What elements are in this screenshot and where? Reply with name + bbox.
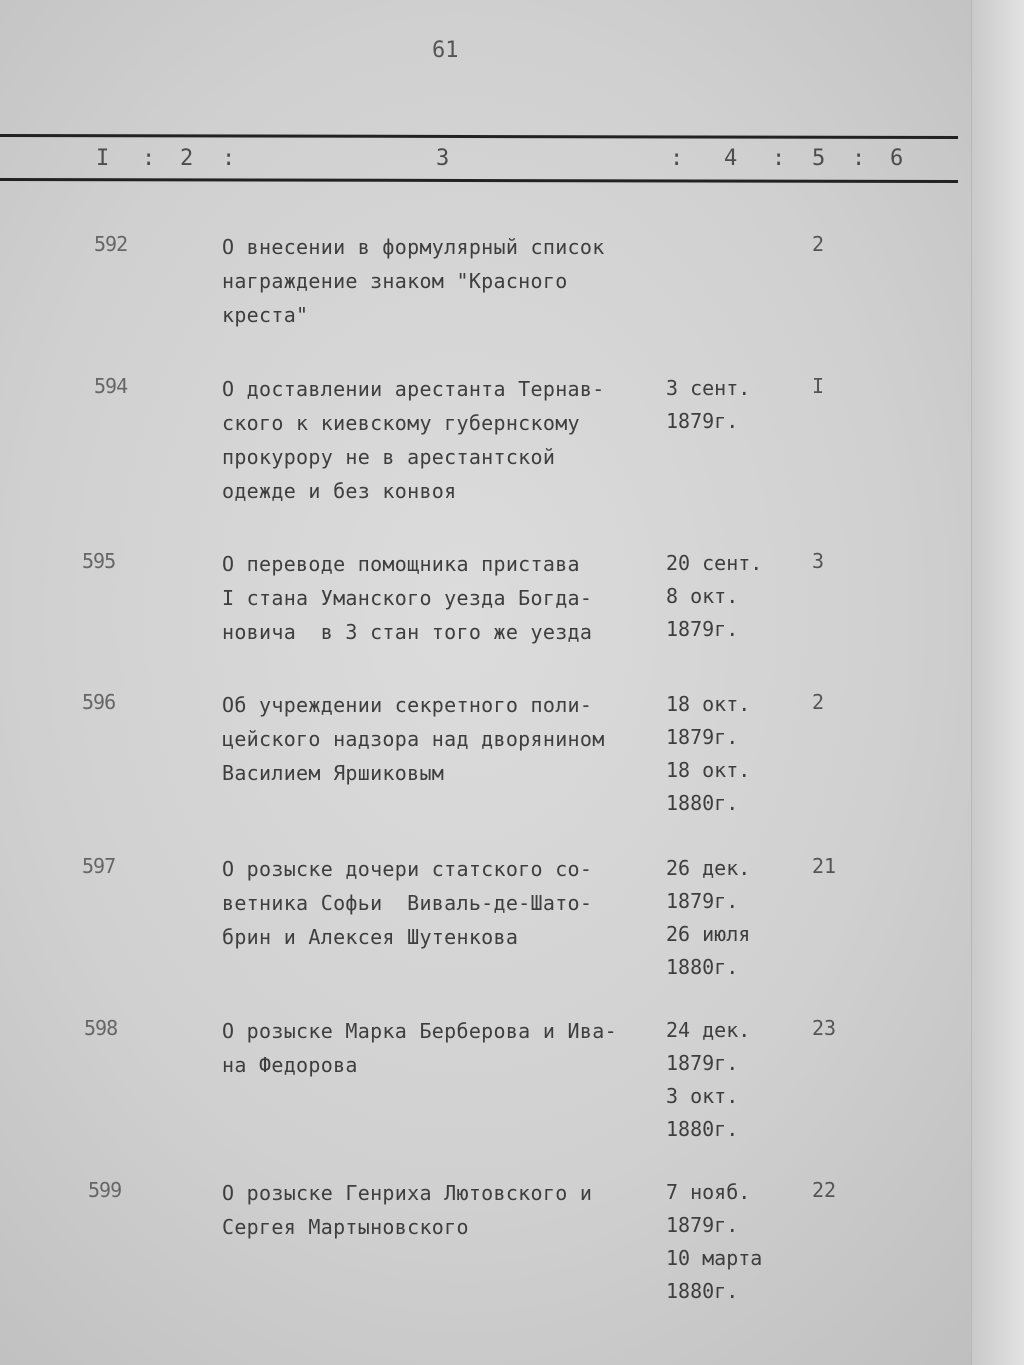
row-number: 599 (88, 1178, 122, 1202)
row-date: 1879г. (666, 1213, 739, 1237)
row-page-count: I (812, 374, 825, 398)
row-date: 1879г. (666, 409, 739, 433)
row-dates (666, 372, 786, 438)
header-separator: : (772, 146, 786, 171)
header-separator: : (142, 146, 156, 171)
row-dates (666, 688, 786, 820)
row-date: 26 июля (666, 922, 751, 946)
row-title: О розыске дочери статского со- ветника Софьи Виваль-де-Шато- брин и Алексея Шутенкова (222, 857, 593, 949)
row-title: О розыске Генриха Лютовского и Сергея Мартыновского (222, 1181, 593, 1239)
header-col-2: 2 (180, 146, 194, 171)
row-date: 1879г. (666, 725, 739, 749)
row-date: 24 дек. (666, 1018, 751, 1042)
row-date: 1880г. (666, 1279, 739, 1303)
row-dates (666, 1014, 786, 1146)
row-page-count: 2 (812, 690, 825, 714)
row-number: 597 (82, 854, 116, 878)
row-date: 1879г. (666, 889, 739, 913)
table-header-rule (0, 178, 958, 183)
row-number: 592 (94, 232, 128, 256)
row-title: О переводе помощника пристава I стана Уманского уезда Богда- новича в 3 стан того же уезда (222, 552, 593, 644)
page-number: 61 (432, 38, 459, 63)
row-title: О внесении в формулярный список награждение знаком "Красного креста" (222, 235, 605, 327)
row-date: 1880г. (666, 791, 739, 815)
row-number: 594 (94, 374, 128, 398)
header-col-6: 6 (890, 146, 904, 171)
row-number: 595 (82, 549, 116, 573)
row-page-count: 2 (812, 232, 825, 256)
row-number: 596 (82, 690, 116, 714)
row-date: 3 окт. (666, 1084, 739, 1108)
row-date: 26 дек. (666, 856, 751, 880)
row-date: 1879г. (666, 1051, 739, 1075)
header-separator: : (222, 146, 236, 171)
header-separator: : (852, 146, 866, 171)
row-page-count: 3 (812, 549, 825, 573)
row-date: 8 окт. (666, 584, 739, 608)
row-date: 18 окт. (666, 692, 751, 716)
row-dates (666, 852, 786, 984)
row-title: Об учреждении секретного поли- цейского надзора над дворянином Василием Яршиковым (222, 693, 605, 785)
table-top-rule (0, 134, 958, 139)
row-page-count: 23 (812, 1016, 837, 1040)
row-title: О розыске Марка Берберова и Ива- на Федорова (222, 1019, 617, 1077)
row-title: О доставлении арестанта Тернав- ского к киевскому губернскому прокурору не в арестантской одежде и без конвоя (222, 377, 605, 503)
row-number: 598 (84, 1016, 118, 1040)
row-page-count: 22 (812, 1178, 837, 1202)
row-date: 1880г. (666, 1117, 739, 1141)
row-date: 18 окт. (666, 758, 751, 782)
row-dates (666, 547, 786, 646)
row-date: 1880г. (666, 955, 739, 979)
header-col-5: 5 (812, 146, 826, 171)
row-date: 20 сент. (666, 551, 763, 575)
row-page-count: 21 (812, 854, 837, 878)
row-date: 10 марта (666, 1246, 763, 1270)
page-edge (971, 0, 1024, 1365)
header-col-3: 3 (436, 146, 450, 171)
header-separator: : (670, 146, 684, 171)
header-col-1: I (96, 146, 110, 171)
header-col-4: 4 (724, 146, 738, 171)
row-date: 1879г. (666, 617, 739, 641)
table-header (0, 146, 958, 176)
row-date: 7 нояб. (666, 1180, 751, 1204)
row-dates (666, 1176, 786, 1308)
row-date: 3 сент. (666, 376, 751, 400)
